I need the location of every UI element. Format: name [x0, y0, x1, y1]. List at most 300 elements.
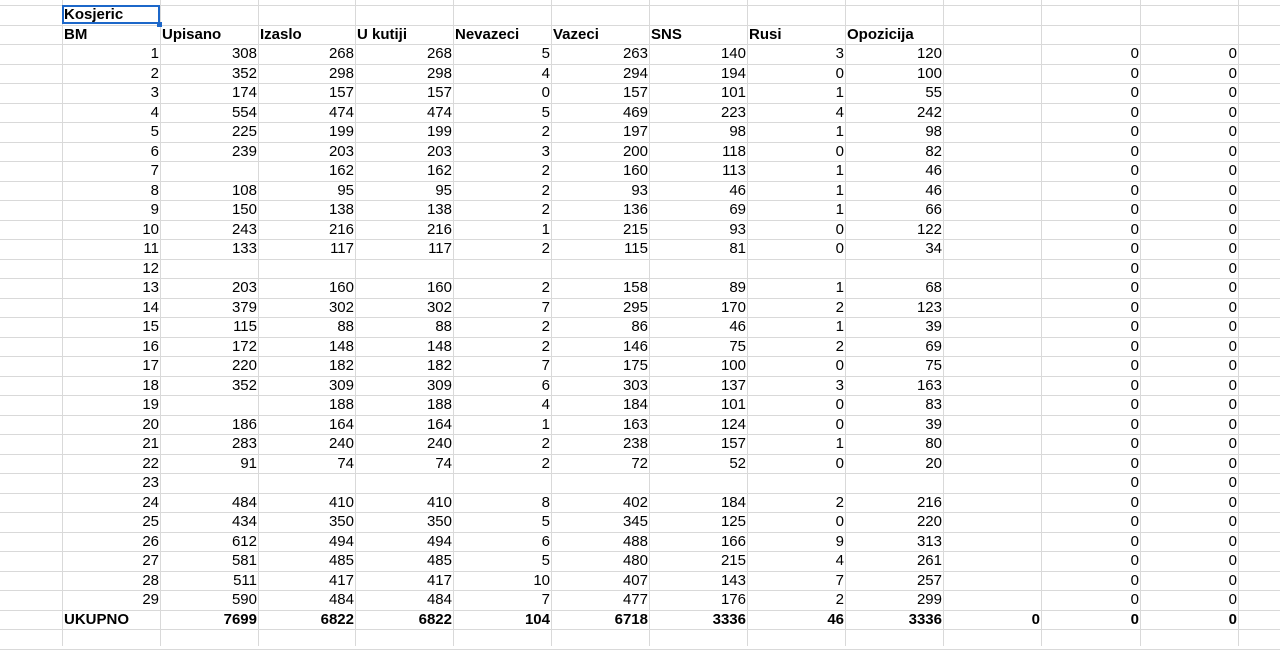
data-cell[interactable]: 0	[1130, 45, 1139, 62]
data-cell[interactable]: 137	[720, 377, 746, 394]
data-cell[interactable]: 176	[720, 591, 746, 608]
data-cell[interactable]: 203	[328, 143, 354, 160]
data-cell[interactable]: 160	[328, 279, 354, 296]
data-cell[interactable]: 0	[1130, 182, 1139, 199]
data-cell[interactable]: 216	[328, 221, 354, 238]
data-cell[interactable]: 200	[622, 143, 648, 160]
data-cell[interactable]: 484	[231, 494, 257, 511]
data-cell[interactable]: 91	[240, 455, 257, 472]
data-cell[interactable]: 136	[622, 201, 648, 218]
data-cell[interactable]: 1	[835, 84, 844, 101]
data-cell[interactable]: 46	[729, 182, 746, 199]
data-cell[interactable]: 0	[1228, 201, 1237, 218]
data-cell[interactable]: 2	[541, 455, 550, 472]
data-cell[interactable]: 2	[541, 123, 550, 140]
data-cell[interactable]: 303	[622, 377, 648, 394]
data-cell[interactable]: 101	[720, 84, 746, 101]
data-cell[interactable]: 2	[541, 435, 550, 452]
data-cell[interactable]: 0	[1130, 435, 1139, 452]
data-cell[interactable]: 46	[925, 162, 942, 179]
data-cell[interactable]: 3	[835, 45, 844, 62]
data-cell[interactable]: 302	[426, 299, 452, 316]
data-cell[interactable]: 0	[1228, 84, 1237, 101]
data-cell[interactable]: 240	[328, 435, 354, 452]
data-cell[interactable]: 0	[1228, 357, 1237, 374]
data-cell[interactable]: 350	[426, 513, 452, 530]
data-cell[interactable]: 0	[1130, 84, 1139, 101]
data-cell[interactable]: 410	[328, 494, 354, 511]
data-cell[interactable]: 484	[426, 591, 452, 608]
data-cell[interactable]: 157	[622, 84, 648, 101]
data-cell[interactable]: 345	[622, 513, 648, 530]
data-cell[interactable]: 0	[1130, 357, 1139, 374]
data-cell[interactable]: 1	[835, 182, 844, 199]
data-cell[interactable]: 88	[435, 318, 452, 335]
data-cell[interactable]: 148	[426, 338, 452, 355]
data-cell[interactable]: 240	[426, 435, 452, 452]
data-cell[interactable]: 488	[622, 533, 648, 550]
data-cell[interactable]: 162	[328, 162, 354, 179]
data-cell[interactable]: 174	[231, 84, 257, 101]
data-cell[interactable]: 263	[622, 45, 648, 62]
data-cell[interactable]: 4	[835, 104, 844, 121]
data-cell[interactable]: 8	[541, 494, 550, 511]
data-cell[interactable]: 124	[720, 416, 746, 433]
data-cell[interactable]: 0	[835, 221, 844, 238]
data-cell[interactable]: 410	[426, 494, 452, 511]
data-cell[interactable]: 0	[1130, 396, 1139, 413]
data-cell[interactable]: 0	[1228, 377, 1237, 394]
data-cell[interactable]: 0	[1228, 494, 1237, 511]
data-cell[interactable]: 170	[720, 299, 746, 316]
data-cell[interactable]: 0	[835, 357, 844, 374]
data-cell[interactable]: 484	[328, 591, 354, 608]
data-cell[interactable]: 172	[231, 338, 257, 355]
total-cell[interactable]: 104	[524, 611, 550, 628]
data-cell[interactable]: 0	[1130, 377, 1139, 394]
data-cell[interactable]: 81	[729, 240, 746, 257]
data-cell[interactable]: 89	[729, 279, 746, 296]
data-cell[interactable]: 3	[835, 377, 844, 394]
data-cell[interactable]: 95	[337, 182, 354, 199]
data-cell[interactable]: 162	[426, 162, 452, 179]
data-cell[interactable]: 2	[541, 279, 550, 296]
data-cell[interactable]: 34	[925, 240, 942, 257]
data-cell[interactable]: 238	[622, 435, 648, 452]
data-cell[interactable]: 6	[541, 377, 550, 394]
data-cell[interactable]: 1	[541, 416, 550, 433]
data-cell[interactable]: 157	[328, 84, 354, 101]
data-cell[interactable]: 4	[150, 104, 159, 121]
cell-title[interactable]: Kosjeric	[62, 5, 160, 24]
data-cell[interactable]: 0	[1130, 318, 1139, 335]
data-cell[interactable]: 469	[622, 104, 648, 121]
data-cell[interactable]: 117	[428, 240, 452, 257]
total-cell[interactable]: 0	[1031, 611, 1040, 628]
data-cell[interactable]: 120	[916, 45, 942, 62]
data-cell[interactable]: 184	[720, 494, 746, 511]
data-cell[interactable]: 138	[426, 201, 452, 218]
data-cell[interactable]: 220	[916, 513, 942, 530]
data-cell[interactable]: 485	[426, 552, 452, 569]
data-cell[interactable]: 8	[150, 182, 159, 199]
data-cell[interactable]: 0	[1228, 552, 1237, 569]
data-cell[interactable]: 166	[720, 533, 746, 550]
data-cell[interactable]: 4	[835, 552, 844, 569]
total-label[interactable]: UKUPNO	[64, 611, 130, 628]
data-cell[interactable]: 402	[622, 494, 648, 511]
data-cell[interactable]: 160	[426, 279, 452, 296]
data-cell[interactable]: 0	[1228, 591, 1237, 608]
data-cell[interactable]: 24	[142, 494, 159, 511]
data-cell[interactable]: 203	[426, 143, 452, 160]
data-cell[interactable]: 15	[142, 318, 159, 335]
data-cell[interactable]: 9	[150, 201, 159, 218]
header-cell[interactable]: U kutiji	[357, 26, 408, 43]
data-cell[interactable]: 295	[622, 299, 648, 316]
data-cell[interactable]: 29	[142, 591, 159, 608]
data-cell[interactable]: 0	[1130, 455, 1139, 472]
data-cell[interactable]: 0	[541, 84, 550, 101]
data-cell[interactable]: 0	[1228, 396, 1237, 413]
data-cell[interactable]: 100	[916, 65, 942, 82]
data-cell[interactable]: 350	[328, 513, 354, 530]
header-cell[interactable]: Nevazeci	[455, 26, 520, 43]
data-cell[interactable]: 69	[729, 201, 746, 218]
data-cell[interactable]: 148	[328, 338, 354, 355]
data-cell[interactable]: 243	[231, 221, 257, 238]
data-cell[interactable]: 143	[720, 572, 746, 589]
data-cell[interactable]: 0	[1228, 533, 1237, 550]
data-cell[interactable]: 175	[622, 357, 648, 374]
data-cell[interactable]: 352	[231, 377, 257, 394]
data-cell[interactable]: 115	[624, 240, 648, 257]
data-cell[interactable]: 1	[835, 318, 844, 335]
data-cell[interactable]: 7	[541, 591, 550, 608]
data-cell[interactable]: 0	[1228, 318, 1237, 335]
data-cell[interactable]: 225	[231, 123, 257, 140]
data-cell[interactable]: 477	[622, 591, 648, 608]
data-cell[interactable]: 16	[142, 338, 159, 355]
data-cell[interactable]: 0	[1228, 455, 1237, 472]
data-cell[interactable]: 0	[835, 65, 844, 82]
data-cell[interactable]: 3	[150, 84, 159, 101]
data-cell[interactable]: 2	[541, 240, 550, 257]
header-cell[interactable]: BM	[64, 26, 88, 43]
data-cell[interactable]: 138	[328, 201, 354, 218]
data-cell[interactable]: 2	[541, 201, 550, 218]
total-cell[interactable]: 6822	[418, 611, 452, 628]
data-cell[interactable]: 494	[328, 533, 354, 550]
data-cell[interactable]: 283	[231, 435, 257, 452]
data-cell[interactable]: 199	[328, 123, 354, 140]
data-cell[interactable]: 22	[142, 455, 159, 472]
data-cell[interactable]: 75	[729, 338, 746, 355]
data-cell[interactable]: 0	[1130, 65, 1139, 82]
data-cell[interactable]: 302	[328, 299, 354, 316]
data-cell[interactable]: 0	[1130, 494, 1139, 511]
data-cell[interactable]: 0	[1130, 513, 1139, 530]
data-cell[interactable]: 113	[722, 162, 746, 179]
data-cell[interactable]: 164	[426, 416, 452, 433]
data-cell[interactable]: 10	[142, 221, 159, 238]
data-cell[interactable]: 239	[231, 143, 257, 160]
data-cell[interactable]: 0	[1130, 572, 1139, 589]
data-cell[interactable]: 223	[720, 104, 746, 121]
data-cell[interactable]: 0	[1130, 474, 1139, 491]
data-cell[interactable]: 4	[541, 65, 550, 82]
data-cell[interactable]: 0	[1130, 533, 1139, 550]
data-cell[interactable]: 0	[1228, 513, 1237, 530]
data-cell[interactable]: 5	[541, 45, 550, 62]
data-cell[interactable]: 0	[835, 396, 844, 413]
data-cell[interactable]: 590	[231, 591, 257, 608]
data-cell[interactable]: 11	[143, 240, 159, 257]
data-cell[interactable]: 474	[426, 104, 452, 121]
data-cell[interactable]: 163	[916, 377, 942, 394]
data-cell[interactable]: 1	[835, 162, 844, 179]
data-cell[interactable]: 46	[729, 318, 746, 335]
header-cell[interactable]: Upisano	[162, 26, 222, 43]
data-cell[interactable]: 86	[631, 318, 648, 335]
data-cell[interactable]: 93	[631, 182, 648, 199]
data-cell[interactable]: 2	[835, 299, 844, 316]
data-cell[interactable]: 0	[1130, 162, 1139, 179]
data-cell[interactable]: 2	[835, 591, 844, 608]
data-cell[interactable]: 69	[925, 338, 942, 355]
data-cell[interactable]: 182	[328, 357, 354, 374]
data-cell[interactable]: 2	[541, 182, 550, 199]
data-cell[interactable]: 194	[720, 65, 746, 82]
data-cell[interactable]: 2	[541, 318, 550, 335]
data-cell[interactable]: 7	[150, 162, 159, 179]
data-cell[interactable]: 83	[925, 396, 942, 413]
data-cell[interactable]: 21	[142, 435, 159, 452]
data-cell[interactable]: 0	[1228, 279, 1237, 296]
data-cell[interactable]: 215	[622, 221, 648, 238]
total-cell[interactable]: 6822	[320, 611, 354, 628]
data-cell[interactable]: 0	[1228, 572, 1237, 589]
data-cell[interactable]: 0	[1130, 143, 1139, 160]
data-cell[interactable]: 0	[1228, 45, 1237, 62]
data-cell[interactable]: 612	[231, 533, 257, 550]
data-cell[interactable]: 66	[925, 201, 942, 218]
data-cell[interactable]: 146	[622, 338, 648, 355]
data-cell[interactable]: 115	[233, 318, 257, 335]
data-cell[interactable]: 1	[835, 201, 844, 218]
data-cell[interactable]: 309	[328, 377, 354, 394]
data-cell[interactable]: 0	[1130, 260, 1139, 277]
data-cell[interactable]: 2	[150, 65, 159, 82]
data-cell[interactable]: 199	[426, 123, 452, 140]
data-cell[interactable]: 0	[835, 143, 844, 160]
data-cell[interactable]: 98	[925, 123, 942, 140]
data-cell[interactable]: 215	[720, 552, 746, 569]
data-cell[interactable]: 2	[835, 338, 844, 355]
total-cell[interactable]: 7699	[223, 611, 257, 628]
data-cell[interactable]: 0	[1130, 279, 1139, 296]
fill-handle[interactable]	[157, 22, 162, 27]
data-cell[interactable]: 0	[1228, 260, 1237, 277]
data-cell[interactable]: 313	[916, 533, 942, 550]
data-cell[interactable]: 74	[337, 455, 354, 472]
data-cell[interactable]: 294	[622, 65, 648, 82]
header-cell[interactable]: SNS	[651, 26, 682, 43]
data-cell[interactable]: 6	[541, 533, 550, 550]
data-cell[interactable]: 0	[1130, 299, 1139, 316]
data-cell[interactable]: 0	[1228, 104, 1237, 121]
data-cell[interactable]: 101	[720, 396, 746, 413]
data-cell[interactable]: 0	[1130, 416, 1139, 433]
data-cell[interactable]: 0	[835, 240, 844, 257]
data-cell[interactable]: 0	[1130, 591, 1139, 608]
data-cell[interactable]: 93	[729, 221, 746, 238]
data-cell[interactable]: 197	[622, 123, 648, 140]
total-cell[interactable]: 46	[827, 611, 844, 628]
data-cell[interactable]: 3	[541, 143, 550, 160]
data-cell[interactable]: 4	[541, 396, 550, 413]
data-cell[interactable]: 68	[925, 279, 942, 296]
data-cell[interactable]: 0	[1130, 201, 1139, 218]
data-cell[interactable]: 0	[1130, 240, 1139, 257]
data-cell[interactable]: 242	[916, 104, 942, 121]
data-cell[interactable]: 5	[541, 552, 550, 569]
data-cell[interactable]: 95	[435, 182, 452, 199]
data-cell[interactable]: 5	[541, 104, 550, 121]
data-cell[interactable]: 9	[835, 533, 844, 550]
data-cell[interactable]: 7	[835, 572, 844, 589]
data-cell[interactable]: 55	[925, 84, 942, 101]
data-cell[interactable]: 0	[1228, 182, 1237, 199]
data-cell[interactable]: 0	[1130, 552, 1139, 569]
header-cell[interactable]: Vazeci	[553, 26, 599, 43]
data-cell[interactable]: 1	[835, 279, 844, 296]
data-cell[interactable]: 46	[925, 182, 942, 199]
data-cell[interactable]: 39	[925, 416, 942, 433]
data-cell[interactable]: 216	[916, 494, 942, 511]
data-cell[interactable]: 52	[729, 455, 746, 472]
data-cell[interactable]: 2	[835, 494, 844, 511]
data-cell[interactable]: 186	[231, 416, 257, 433]
data-cell[interactable]: 299	[916, 591, 942, 608]
data-cell[interactable]: 28	[142, 572, 159, 589]
data-cell[interactable]: 12	[142, 260, 159, 277]
total-cell[interactable]: 3336	[908, 611, 942, 628]
data-cell[interactable]: 188	[426, 396, 452, 413]
data-cell[interactable]: 125	[720, 513, 746, 530]
data-cell[interactable]: 182	[426, 357, 452, 374]
data-cell[interactable]: 216	[426, 221, 452, 238]
data-cell[interactable]: 1	[835, 123, 844, 140]
total-cell[interactable]: 3336	[712, 611, 746, 628]
data-cell[interactable]: 434	[231, 513, 257, 530]
data-cell[interactable]: 1	[541, 221, 550, 238]
data-cell[interactable]: 163	[622, 416, 648, 433]
data-cell[interactable]: 88	[337, 318, 354, 335]
header-cell[interactable]: Opozicija	[847, 26, 914, 43]
data-cell[interactable]: 133	[231, 240, 257, 257]
data-cell[interactable]: 0	[1228, 338, 1237, 355]
data-cell[interactable]: 23	[142, 474, 159, 491]
data-cell[interactable]: 0	[1228, 416, 1237, 433]
data-cell[interactable]: 0	[1228, 162, 1237, 179]
data-cell[interactable]: 0	[1228, 299, 1237, 316]
data-cell[interactable]: 140	[720, 45, 746, 62]
data-cell[interactable]: 0	[1130, 221, 1139, 238]
data-cell[interactable]: 298	[426, 65, 452, 82]
data-cell[interactable]: 122	[916, 221, 942, 238]
data-cell[interactable]: 157	[720, 435, 746, 452]
data-cell[interactable]: 494	[426, 533, 452, 550]
data-cell[interactable]: 108	[231, 182, 257, 199]
data-cell[interactable]: 7	[541, 357, 550, 374]
data-cell[interactable]: 417	[328, 572, 354, 589]
data-cell[interactable]: 100	[720, 357, 746, 374]
total-cell[interactable]: 6718	[614, 611, 648, 628]
data-cell[interactable]: 417	[426, 572, 452, 589]
data-cell[interactable]: 480	[622, 552, 648, 569]
data-cell[interactable]: 2	[541, 338, 550, 355]
data-cell[interactable]: 298	[328, 65, 354, 82]
data-cell[interactable]: 485	[328, 552, 354, 569]
data-cell[interactable]: 123	[916, 299, 942, 316]
data-cell[interactable]: 98	[729, 123, 746, 140]
data-cell[interactable]: 309	[426, 377, 452, 394]
data-cell[interactable]: 26	[142, 533, 159, 550]
data-cell[interactable]: 5	[150, 123, 159, 140]
data-cell[interactable]: 72	[631, 455, 648, 472]
data-cell[interactable]: 474	[328, 104, 354, 121]
data-cell[interactable]: 0	[1228, 143, 1237, 160]
data-cell[interactable]: 164	[328, 416, 354, 433]
data-cell[interactable]: 0	[1130, 123, 1139, 140]
data-cell[interactable]: 160	[622, 162, 648, 179]
data-cell[interactable]: 220	[231, 357, 257, 374]
data-cell[interactable]: 1	[835, 435, 844, 452]
data-cell[interactable]: 74	[435, 455, 452, 472]
total-cell[interactable]: 0	[1130, 611, 1139, 628]
data-cell[interactable]: 27	[142, 552, 159, 569]
data-cell[interactable]: 0	[1228, 65, 1237, 82]
data-cell[interactable]: 20	[925, 455, 942, 472]
data-cell[interactable]: 118	[722, 143, 746, 160]
data-cell[interactable]: 6	[150, 143, 159, 160]
data-cell[interactable]: 25	[142, 513, 159, 530]
data-cell[interactable]: 80	[925, 435, 942, 452]
data-cell[interactable]: 0	[835, 513, 844, 530]
data-cell[interactable]: 150	[231, 201, 257, 218]
data-cell[interactable]: 20	[142, 416, 159, 433]
header-cell[interactable]: Izaslo	[260, 26, 302, 43]
data-cell[interactable]: 379	[231, 299, 257, 316]
data-cell[interactable]: 203	[231, 279, 257, 296]
data-cell[interactable]: 0	[1130, 338, 1139, 355]
data-cell[interactable]: 268	[426, 45, 452, 62]
data-cell[interactable]: 188	[328, 396, 354, 413]
data-cell[interactable]: 0	[835, 416, 844, 433]
data-cell[interactable]: 0	[1228, 123, 1237, 140]
data-cell[interactable]: 17	[142, 357, 159, 374]
data-cell[interactable]: 82	[925, 143, 942, 160]
data-cell[interactable]: 257	[916, 572, 942, 589]
data-cell[interactable]: 0	[1228, 474, 1237, 491]
data-cell[interactable]: 0	[1130, 104, 1139, 121]
total-cell[interactable]: 0	[1228, 611, 1237, 628]
data-cell[interactable]: 13	[142, 279, 159, 296]
data-cell[interactable]: 14	[142, 299, 159, 316]
data-cell[interactable]: 554	[231, 104, 257, 121]
data-cell[interactable]: 268	[328, 45, 354, 62]
